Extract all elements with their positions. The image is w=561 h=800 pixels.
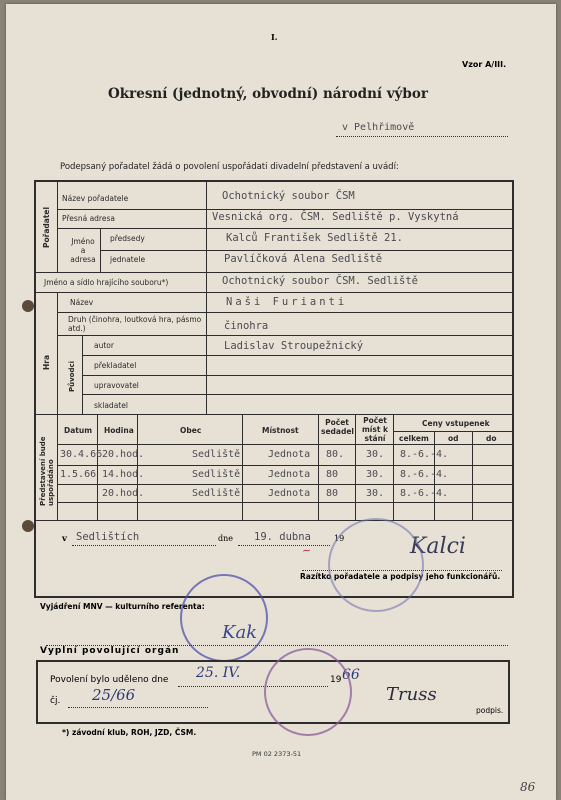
form-code: Vzor A/III. (462, 60, 507, 69)
place-line (336, 136, 508, 137)
col-price-to: do (486, 434, 497, 443)
signoff-date: 19. dubna (254, 531, 311, 543)
red-signature: ~ (301, 543, 312, 558)
form-sheet (6, 4, 556, 800)
row-to: 4. (436, 488, 449, 499)
secretary-label: jednatele (110, 255, 146, 264)
origin-label: Původci (68, 360, 76, 392)
row-town: Sedliště (192, 488, 241, 499)
punch-hole (22, 300, 34, 312)
footnote: *) závodní klub, ROH, JZD, ČSM. (62, 728, 197, 737)
row-standing: 30. (366, 449, 385, 460)
play-name-value: Naši Furianti (226, 296, 348, 308)
venue-value: Ochotnický soubor ČSM. Sedliště (222, 275, 418, 287)
row-seats: 80 (326, 469, 339, 480)
col-hour: Hodina (104, 426, 134, 435)
organizer-stamp (328, 518, 424, 612)
authority-stamp (264, 648, 352, 736)
v-label: v (62, 534, 67, 544)
col-prices: Ceny vstupenek (422, 419, 490, 428)
cj-value: 25/66 (92, 686, 136, 704)
row-hour: 20.hod. (102, 449, 145, 460)
translator-label: překladatel (94, 361, 137, 370)
performances-section-label: Představení bude uspořádáno (39, 436, 55, 506)
row-seats: 80. (326, 449, 345, 460)
mnv-stamp (180, 574, 268, 662)
organizer-name-label: Název pořadatele (62, 194, 129, 203)
chair-value: Kalců František Sedliště 21. (226, 232, 404, 244)
names-label: Jméno a adresa (70, 237, 96, 264)
col-price-total: celkem (399, 434, 429, 443)
row-room: Jednota (268, 469, 311, 480)
row-room: Jednota (268, 449, 311, 460)
mnv-label: Vyjádření MNV — kulturního referenta: (40, 602, 205, 611)
punch-hole (22, 520, 34, 532)
play-name-label: Název (70, 298, 94, 307)
row-seats: 80 (326, 488, 339, 499)
permit-label: Povolení bylo uděleno dne (50, 675, 169, 685)
page-number: 86 (520, 780, 536, 794)
permit-signature: Truss (386, 684, 437, 705)
col-room: Místnost (262, 426, 299, 435)
row-date: 1.5.66 (60, 469, 97, 480)
podpis-label: podpis. (476, 706, 504, 715)
mnv-signature: Kak (222, 622, 258, 643)
authority-place: v Pelhřimově (342, 122, 415, 133)
row-town: Sedliště (192, 449, 241, 460)
play-type-value: činohra (224, 320, 269, 332)
row-total: 8.- (400, 488, 419, 499)
row-total: 8.- (400, 469, 419, 480)
permit-heading: Vyplní povolující orgán (40, 646, 180, 656)
row-town: Sedliště (192, 469, 241, 480)
organizer-name-value: Ochotnický soubor ČSM (222, 190, 355, 202)
roman-numeral: I. (271, 32, 278, 42)
col-town: Obec (180, 426, 202, 435)
adapter-label: upravovatel (94, 381, 139, 390)
cj-label: čj. (50, 696, 61, 706)
signature: Kalci (410, 534, 466, 559)
permit-year: 66 (342, 667, 360, 683)
col-price-from: od (448, 434, 459, 443)
author-value: Ladislav Stroupežnický (224, 340, 364, 352)
organizer-section-label: Pořadatel (42, 206, 51, 248)
author-label: autor (94, 341, 114, 350)
row-hour: 20.hod. (102, 488, 145, 499)
row-room: Jednota (268, 488, 311, 499)
row-from: 6.- (418, 469, 437, 480)
row-hour: 14.hod. (102, 469, 145, 480)
address-value: Vesnická org. ČSM. Sedliště p. Vyskytná (212, 211, 459, 223)
play-section-label: Hra (42, 354, 51, 370)
secretary-value: Pavlíčková Alena Sedliště (224, 253, 383, 265)
year-prefix: 19 (334, 534, 345, 543)
row-standing: 30. (366, 469, 385, 480)
row-to: 4. (436, 469, 449, 480)
permit-date: 25. IV. (196, 665, 241, 681)
dne-label: dne (218, 534, 234, 543)
row-total: 8.- (400, 449, 419, 460)
row-standing: 30. (366, 488, 385, 499)
signoff-caption: Razítko pořadatele a podpisy jeho funkcionářů. (300, 572, 501, 581)
col-seats: Počet sedadel (321, 418, 355, 436)
composer-label: skladatel (94, 401, 128, 410)
signoff-place: Sedlištích (76, 531, 140, 543)
address-label: Přesná adresa (62, 214, 115, 223)
chair-label: předsedy (110, 234, 145, 243)
row-from: 6.- (418, 488, 437, 499)
col-date: Datum (64, 426, 93, 435)
col-standing: Počet míst k stání (361, 416, 389, 443)
intro-text: Podepsaný pořadatel žádá o povolení uspořádati divadelní představení a uvádí: (60, 162, 399, 172)
page-title: Okresní (jednotný, obvodní) národní výbor (108, 86, 428, 102)
permit-year-label: 19 (330, 675, 342, 685)
print-code: PM 02 2373-51 (252, 750, 302, 758)
play-type-label: Druh (činohra, loutková hra, pásmo atd.) (68, 315, 202, 333)
venue-label: Jméno a sídlo hrajícího souboru*) (44, 278, 169, 287)
row-from: 6.- (418, 449, 437, 460)
row-to: 4. (436, 449, 449, 460)
row-date: 30.4.66 (60, 449, 103, 460)
